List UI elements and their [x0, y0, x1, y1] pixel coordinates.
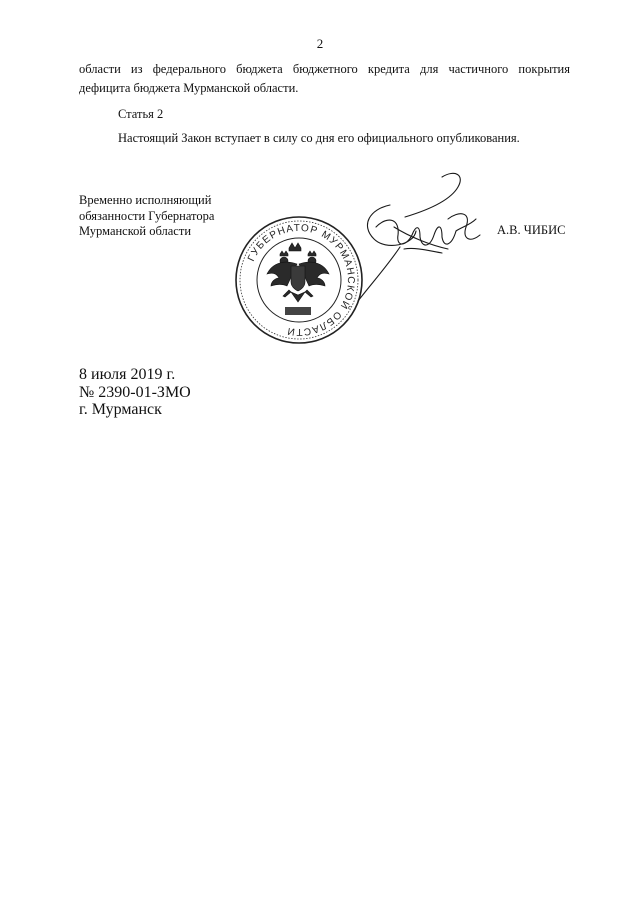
document-city: г. Мурманск	[79, 401, 162, 418]
signer-title-line: Временно исполняющий	[79, 193, 212, 207]
document-number: № 2390-01-ЗМО	[79, 383, 191, 401]
signer-name: А.В. ЧИБИС	[497, 223, 566, 237]
signer-title-line: обязанности Губернатора	[79, 208, 215, 223]
paragraph-1-line-1: области из федерального бюджета бюджетного кредита для частичного покрытия	[79, 62, 570, 76]
document-date: 8 июля 2019 г.	[79, 366, 176, 383]
signer-title-line: Мурманской области	[79, 224, 192, 238]
article-text: Настоящий Закон вступает в силу со дня его официального опубликования.	[118, 131, 520, 145]
document-footer	[79, 366, 191, 419]
seal-ring-text: ГУБЕРНАТОР МУРМАНСКОЙ ОБЛАСТИ	[246, 222, 357, 338]
seal-ribbon	[285, 307, 311, 315]
handwritten-signature	[330, 165, 520, 315]
article-heading: Статья 2	[118, 107, 164, 121]
paragraph-1	[79, 60, 570, 98]
paragraph-1-line-2: дефицита бюджета Мурманской области.	[79, 81, 299, 95]
page-number: 2	[316, 36, 324, 51]
eagle-emblem	[267, 243, 329, 302]
signer-title	[79, 193, 214, 240]
